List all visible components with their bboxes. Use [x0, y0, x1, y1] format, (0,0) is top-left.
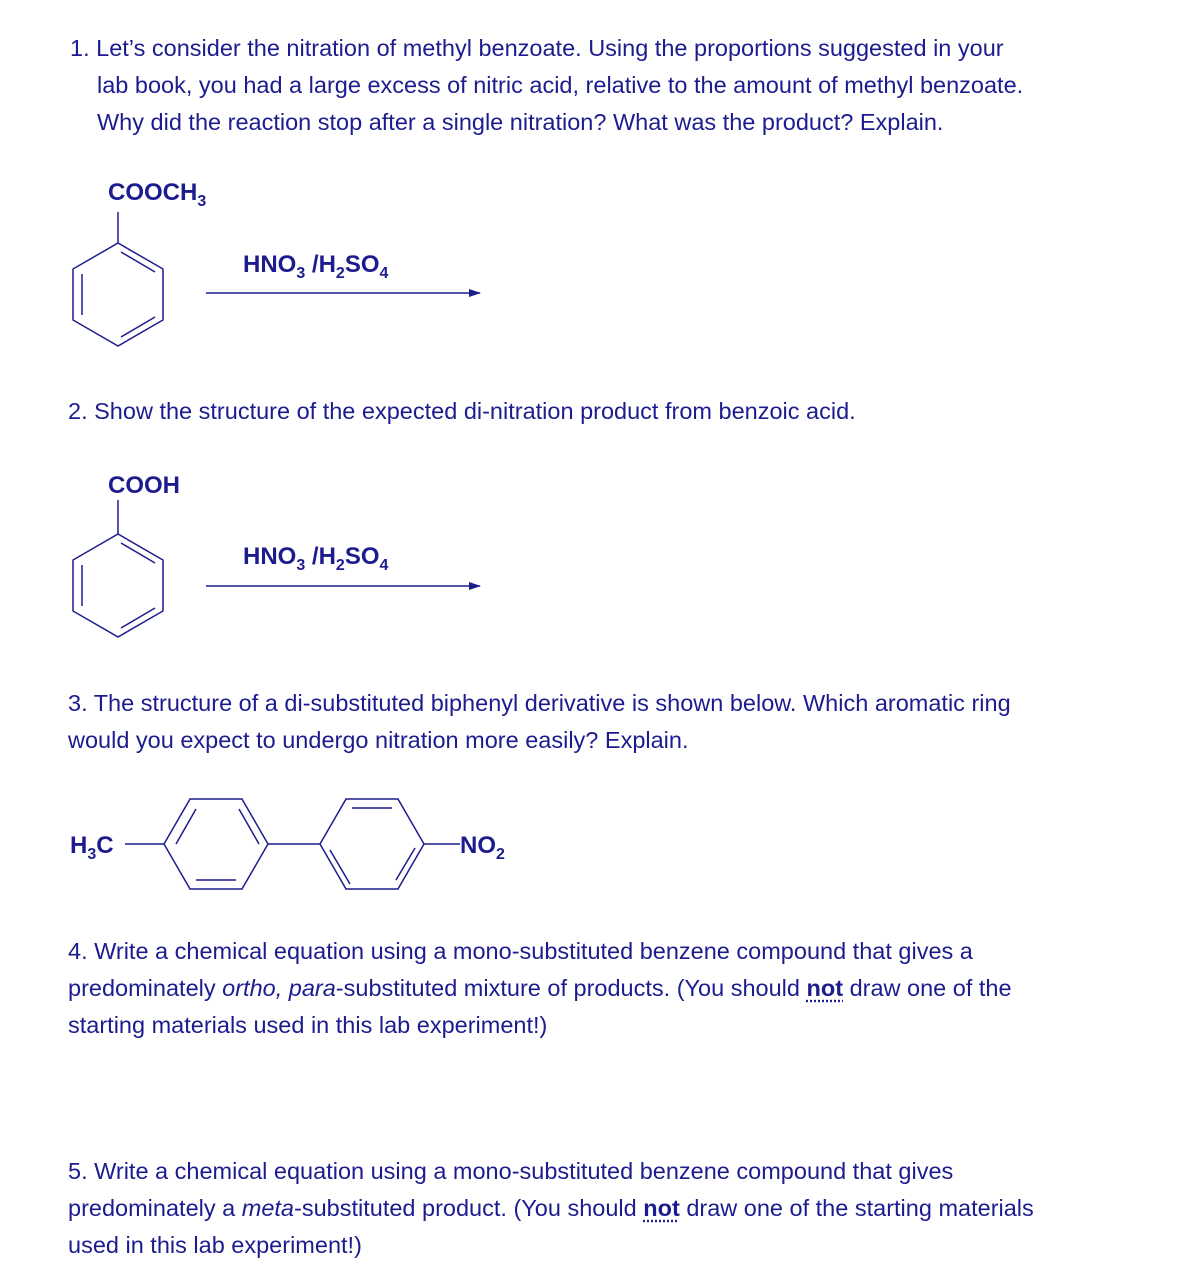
q1-substituent-label: $COOCH_3$ [108, 179, 207, 210]
q1-line-3: Why did the reaction stop after a single nitration? What was the product? Explain. [97, 109, 944, 135]
biphenyl-structure [125, 799, 460, 889]
q5-line-2: predominately a meta-substituted product. (You should not draw one of the starting materials [68, 1195, 1034, 1221]
q2-substituent-label: COOH [108, 472, 180, 499]
biphenyl-right-ring [320, 799, 424, 889]
q1-reagent-label: $HNO_3$ $/H_2SO_4$ [243, 251, 389, 282]
benzene-ring-1 [73, 243, 163, 346]
q5-line-1: 5. Write a chemical equation using a mono-substituted benzene compound that gives [68, 1158, 954, 1184]
q3-line-1: 3. The structure of a di-substituted biphenyl derivative is shown below. Which aromatic ring [68, 690, 1011, 716]
q2-line-1: 2. Show the structure of the expected di-nitration product from benzoic acid. [68, 398, 856, 424]
q4-line-3: starting materials used in this lab experiment!) [68, 1012, 548, 1038]
methyl-group-label: $H_3C$ [70, 832, 114, 863]
left-ring-double-bond [176, 809, 196, 844]
q2-reagent-label: $HNO_3$ $/H_2SO_4$ [243, 543, 389, 574]
q5-line-3: used in this lab experiment!) [68, 1232, 362, 1258]
q4-line-1: 4. Write a chemical equation using a mono-substituted benzene compound that gives a [68, 938, 973, 964]
methyl-benzoate-structure [73, 212, 480, 346]
biphenyl-left-ring [164, 799, 268, 889]
q4-line-2: predominately ortho, para-substituted mixture of products. (You should not draw one of the [68, 975, 1012, 1001]
q1-line-1: 1. Let’s consider the nitration of methyl benzoate. Using the proportions suggested in your [70, 35, 1004, 61]
q3-line-2: would you expect to undergo nitration more easily? Explain. [68, 727, 689, 753]
benzene-ring-2 [73, 534, 163, 637]
nitro-group-label: $NO_2$ [460, 832, 505, 863]
left-ring-double-bond [239, 809, 259, 844]
q1-line-2: lab book, you had a large excess of nitric acid, relative to the amount of methyl benzoate. [97, 72, 1024, 98]
